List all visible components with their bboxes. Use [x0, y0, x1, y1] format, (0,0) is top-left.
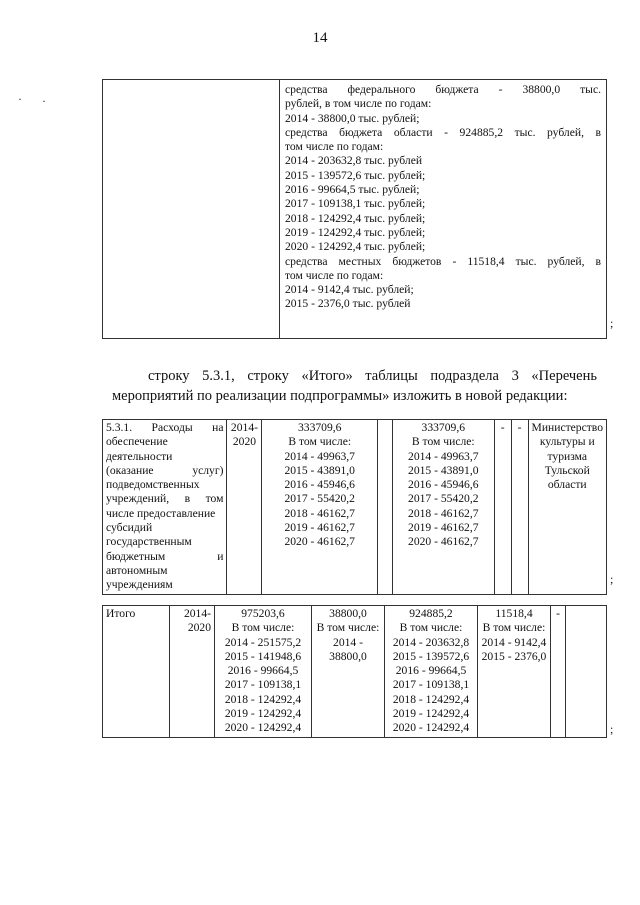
text-line: 2014 - 251575,2	[224, 635, 302, 649]
dash: -	[556, 607, 560, 620]
text-line: 2020 - 46162,7	[284, 535, 355, 549]
text-line: 2018 - 124292,4	[392, 692, 470, 706]
funding-sources-cell	[280, 80, 607, 339]
text-line: 333709,6	[421, 421, 466, 434]
text-line: 2020 - 46162,7	[408, 535, 479, 549]
text-line: 2019 - 124292,4	[392, 707, 470, 721]
scan-speck: ·	[18, 92, 22, 106]
text-line: автономным	[106, 563, 168, 577]
text-line: 2020 - 124292,4	[224, 721, 302, 735]
empty-executor-cell	[566, 606, 607, 738]
page-number: 14	[312, 30, 328, 46]
empty-cell	[103, 80, 280, 339]
text-line: 2020	[187, 621, 211, 635]
activity-name-cell	[103, 420, 227, 595]
text-line: 2015 - 139572,6 тыс. рублей;	[285, 168, 426, 182]
paragraph-line: мероприятий по реализации подпрограммы» изложить в новой редакции:	[112, 388, 568, 404]
text-line: бюджетным и	[106, 549, 224, 563]
text-line: 2015 - 43891,0	[284, 463, 355, 477]
dash: -	[517, 421, 522, 434]
text-line: 2015 - 43891,0	[408, 463, 479, 477]
text-line: 2014 - 9142,4 тыс. рублей;	[285, 283, 414, 297]
text-line: подведомственных	[106, 478, 200, 492]
text-line: 2016 - 45946,6	[284, 478, 355, 492]
text-line: 2015 - 139572,6	[392, 649, 470, 663]
text-line: 2016 - 45946,6	[408, 478, 479, 492]
funding-table-continuation	[102, 79, 607, 339]
text-line: обеспечение	[106, 435, 168, 449]
text-line: 2020 - 124292,4	[392, 721, 470, 735]
text-line: 2014 - 49963,7	[408, 449, 479, 463]
text-line: учреждениям	[106, 578, 173, 592]
text-line: 2019 - 46162,7	[284, 521, 355, 535]
empty-federal-cell	[378, 420, 393, 595]
text-line: (оказание услуг)	[106, 463, 224, 477]
instruction-paragraph	[112, 366, 597, 406]
text-line: средства федерального бюджета - 38800,0 тыс.	[285, 83, 601, 96]
semicolon: ;	[610, 316, 614, 330]
text-line: средства бюджета области - 924885,2 тыс. рублей, в	[285, 125, 601, 139]
activity-5-3-1-table	[102, 419, 607, 595]
text-line: 2017 - 109138,1	[224, 678, 302, 692]
total-label-cell	[103, 606, 170, 738]
local-budget-cell	[478, 606, 551, 738]
text-line: туризма	[547, 449, 588, 463]
text-line: В том числе:	[316, 621, 380, 635]
total-cell	[215, 606, 312, 738]
text-line: 2014-	[230, 421, 258, 434]
paragraph-line: строку 5.3.1, строку «Итого» таблицы подраздела 3 «Перечень	[148, 368, 597, 384]
other-sources-cell	[551, 606, 566, 738]
text-line: 2020	[232, 435, 257, 449]
text-line: 38800,0	[329, 649, 367, 663]
text-line: 2018 - 124292,4	[224, 692, 302, 706]
text-line: числе предоставление	[106, 506, 216, 520]
text-line: 2018 - 46162,7	[408, 506, 479, 520]
text-line: Итого	[106, 607, 136, 620]
text-line: 2018 - 124292,4 тыс. рублей;	[285, 211, 426, 225]
text-line: 2017 - 55420,2	[408, 492, 479, 506]
text-line: 2014 - 9142,4	[481, 635, 547, 649]
text-line: государственным	[106, 535, 192, 549]
local-budget-cell	[494, 420, 511, 595]
text-line: Тульской	[544, 463, 590, 477]
text-line: 2014 -	[333, 635, 363, 649]
text-line: 2014 - 49963,7	[284, 449, 355, 463]
text-line: 2014 - 203632,8 тыс. рублей	[285, 154, 423, 168]
text-line: 975203,6	[241, 607, 285, 620]
text-line: том числе по годам:	[285, 268, 384, 282]
text-line: 2015 - 141948,6	[224, 649, 302, 663]
text-line: 2017 - 55420,2	[284, 492, 355, 506]
federal-budget-cell	[312, 606, 385, 738]
dash: -	[500, 421, 505, 434]
text-line: 2014 - 38800,0 тыс. рублей;	[285, 111, 420, 125]
text-line: Министерство	[531, 421, 603, 434]
text-line: 2014 - 203632,8	[392, 635, 470, 649]
text-line: культуры и	[539, 435, 595, 449]
text-line: В том числе:	[411, 435, 475, 449]
semicolon: ;	[610, 722, 614, 736]
text-line: 2017 - 109138,1	[392, 678, 470, 692]
text-line: В том числе:	[231, 621, 295, 635]
total-cell	[262, 420, 378, 595]
text-line: 2015 - 2376,0	[481, 649, 547, 663]
text-line: 924885,2	[409, 607, 453, 620]
total-row-table	[102, 605, 607, 738]
regional-budget-cell	[392, 420, 494, 595]
period-cell	[170, 606, 215, 738]
text-line: 5.3.1. Расходы на	[106, 421, 224, 434]
other-sources-cell	[511, 420, 528, 595]
text-line: субсидий	[106, 521, 153, 535]
text-line: 2019 - 124292,4 тыс. рублей;	[285, 225, 426, 239]
text-line: 38800,0	[329, 607, 367, 620]
text-line: 2016 - 99664,5	[395, 664, 467, 678]
text-line: 2020 - 124292,4 тыс. рублей;	[285, 240, 426, 254]
text-line: деятельности	[106, 449, 173, 463]
text-line: рублей, в том числе по годам:	[285, 97, 432, 111]
text-line: 2016 - 99664,5 тыс. рублей;	[285, 183, 420, 197]
text-line: учреждений, в том	[106, 492, 224, 506]
text-line: 2018 - 46162,7	[284, 506, 355, 520]
period-cell	[227, 420, 262, 595]
text-line: В том числе:	[399, 621, 463, 635]
text-line: 11518,4	[495, 607, 533, 620]
semicolon: ;	[610, 572, 614, 586]
text-line: 2019 - 124292,4	[224, 707, 302, 721]
text-line: 2016 - 99664,5	[227, 664, 299, 678]
scan-speck: ·	[42, 94, 46, 108]
text-line: 2017 - 109138,1 тыс. рублей;	[285, 197, 426, 211]
executor-cell	[528, 420, 606, 595]
text-line: средства местных бюджетов - 11518,4 тыс. рублей, в	[285, 254, 601, 268]
text-line: 2015 - 2376,0 тыс. рублей	[285, 297, 411, 311]
text-line: 2014-	[183, 607, 211, 620]
text-line: том числе по годам:	[285, 140, 384, 154]
regional-budget-cell	[385, 606, 478, 738]
text-line: 2019 - 46162,7	[408, 521, 479, 535]
text-line: 333709,6	[297, 421, 342, 434]
text-line: В том числе:	[288, 435, 352, 449]
text-line: В том числе:	[482, 621, 546, 635]
text-line: области	[547, 478, 587, 492]
